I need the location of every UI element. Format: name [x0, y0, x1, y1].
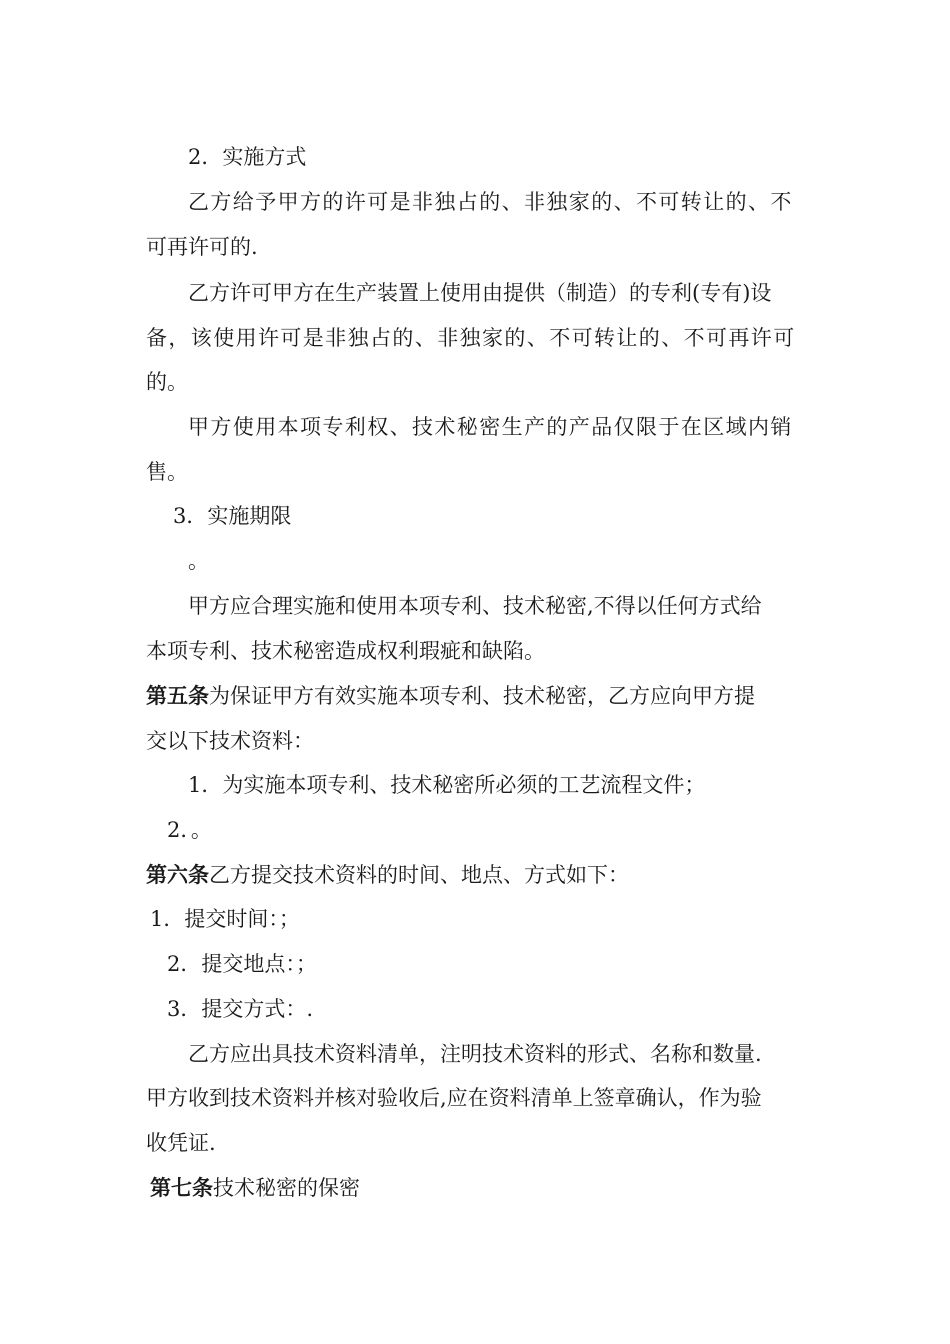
paragraph-line: 乙方给予甲方的许可是非独占的、非独家的、不可转让的、不 [188, 190, 793, 214]
blank-field-period: 。 [188, 549, 209, 573]
list-item: 3．提交方式：. [167, 997, 314, 1021]
paragraph-line: 甲方使用本项专利权、技术秘密生产的产品仅限于在区域内销 [188, 415, 793, 439]
paragraph-line: 交以下技术资料： [146, 729, 314, 753]
article-seven-text: 技术秘密的保密 [213, 1176, 360, 1200]
article-six-label: 第六条 [146, 863, 209, 887]
list-item: 1．为实施本项专利、技术秘密所必须的工艺流程文件； [188, 773, 706, 797]
paragraph-line: 乙方许可甲方在生产装置上使用由提供（制造）的专利(专有)设 [188, 281, 772, 305]
section-heading-implementation-period: 3．实施期限 [173, 504, 292, 528]
list-item: 2．。 [167, 818, 212, 842]
article-seven-label: 第七条 [150, 1176, 213, 1200]
section-heading-implementation-method: 2．实施方式 [188, 145, 307, 169]
article-five-label: 第五条 [146, 684, 209, 708]
paragraph-line: 甲方应合理实施和使用本项专利、技术秘密,不得以任何方式给 [188, 594, 762, 618]
article-six-line [146, 860, 629, 890]
list-item: 1．提交时间：； [150, 907, 300, 931]
article-six-text: 乙方提交技术资料的时间、地点、方式如下： [209, 863, 629, 887]
paragraph-line: 本项专利、技术秘密造成权利瑕疵和缺陷。 [146, 639, 545, 663]
paragraph-line: 备，该使用许可是非独占的、非独家的、不可转让的、不可再许可 [146, 326, 796, 350]
list-item: 2．提交地点：； [167, 952, 317, 976]
paragraph-line: 可再许可的. [146, 235, 258, 259]
article-five-text: 为保证甲方有效实施本项专利、技术秘密，乙方应向甲方提 [209, 684, 755, 708]
paragraph-line: 收凭证. [146, 1131, 216, 1155]
paragraph-line: 乙方应出具技术资料清单，注明技术资料的形式、名称和数量. [188, 1042, 762, 1066]
article-five-line [146, 681, 755, 711]
paragraph-line: 的。 [146, 370, 188, 394]
paragraph-line: 售。 [146, 460, 188, 484]
article-seven-line [150, 1173, 360, 1203]
paragraph-line: 甲方收到技术资料并核对验收后,应在资料清单上签章确认，作为验 [146, 1086, 762, 1110]
